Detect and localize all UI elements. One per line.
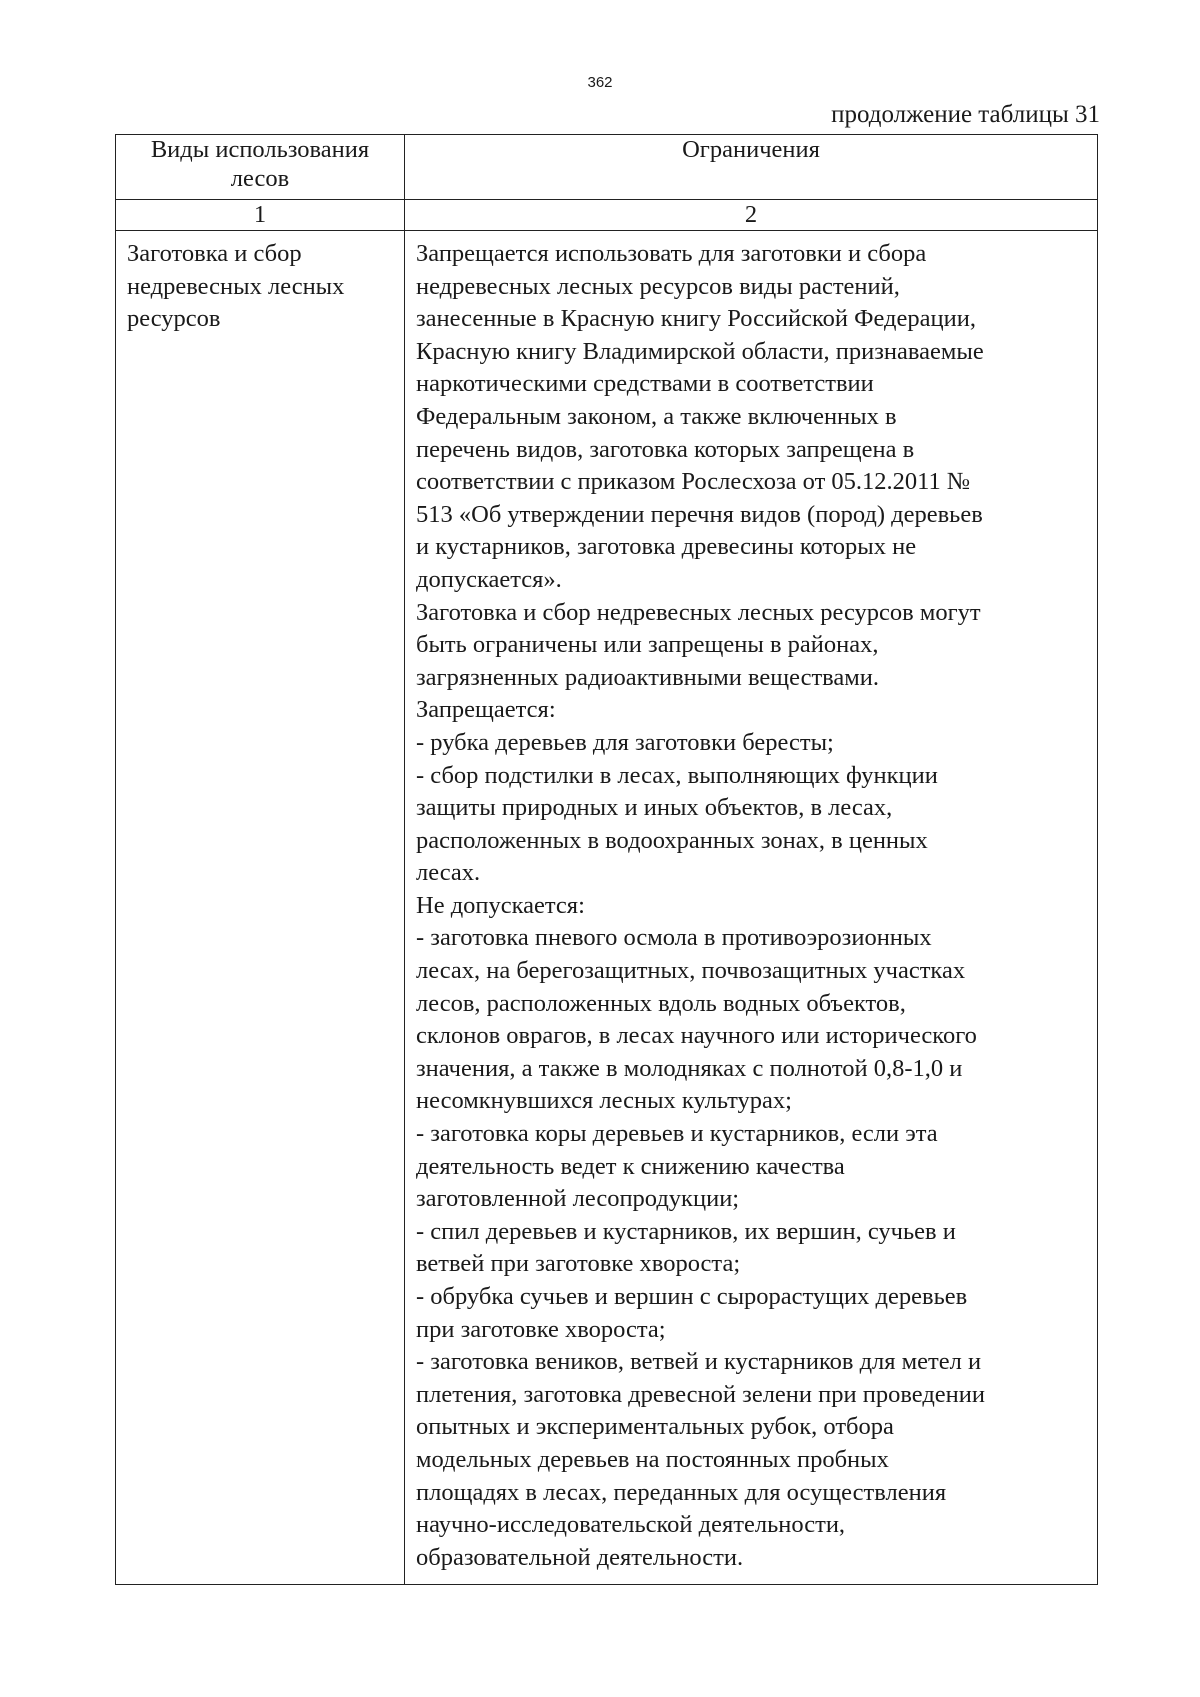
restriction-line: Запрещается: <box>416 696 556 724</box>
restriction-line: загрязненных радиоактивными веществами. <box>416 663 880 691</box>
restriction-line: склонов оврагов, в лесах научного или исторического <box>416 1022 977 1050</box>
column-number-1: 1 <box>116 200 405 231</box>
restriction-line: наркотическими средствами в соответствии <box>416 370 874 398</box>
restriction-line: ветвей при заготовке хвороста; <box>416 1250 741 1278</box>
restriction-line: Запрещается использовать для заготовки и сбора <box>416 240 927 267</box>
restriction-line: соответствии с приказом Рослесхоза от 05.12.2011 № <box>416 468 971 496</box>
restriction-line: Заготовка и сбор недревесных лесных ресурсов могут <box>416 598 981 626</box>
restriction-line: Не допускается: <box>416 891 585 919</box>
restriction-line: при заготовке хвороста; <box>416 1315 666 1343</box>
header-restrictions: Ограничения <box>405 135 1098 200</box>
restriction-line: 513 «Об утверждении перечня видов (пород) деревьев <box>416 500 983 528</box>
restriction-line: плетения, заготовка древесной зелени при проведении <box>416 1380 986 1408</box>
restriction-line: лесах. <box>416 859 481 887</box>
column-number-row <box>116 200 1098 231</box>
restriction-line: быть ограничены или запрещены в районах, <box>416 631 879 659</box>
restriction-line: допускается». <box>416 565 562 593</box>
forest-use-type-line: недревесных лесных <box>127 272 345 300</box>
restriction-line: лесах, на берегозащитных, почвозащитных участках <box>416 957 966 985</box>
restriction-line: - заготовка пневого осмола в противоэрозионных <box>416 924 932 952</box>
table-continuation-label: продолжение таблицы 31 <box>831 101 1100 128</box>
restrictions-table <box>115 134 1098 1585</box>
restriction-line: - заготовка веников, ветвей и кустарников для метел и <box>416 1348 982 1376</box>
table-header-row <box>116 135 1098 200</box>
restriction-line: Красную книгу Владимирской области, признаваемые <box>416 337 984 365</box>
restriction-line: лесов, расположенных вдоль водных объектов, <box>416 989 906 1017</box>
restriction-line: занесенные в Красную книгу Российской Федерации, <box>416 305 976 333</box>
restriction-line: и кустарников, заготовка древесины которых не <box>416 533 917 561</box>
restriction-line: - обрубка сучьев и вершин с сырорастущих деревьев <box>416 1283 968 1310</box>
forest-use-type-cell <box>116 231 405 1585</box>
restriction-line: Федеральным законом, а также включенных в <box>416 402 897 430</box>
table-row <box>116 231 1098 1585</box>
restriction-line: образовательной деятельности. <box>416 1543 744 1571</box>
restriction-line: значения, а также в молодняках с полнотой 0,8-1,0 и <box>416 1054 963 1082</box>
restriction-line: заготовленной лесопродукции; <box>416 1185 740 1213</box>
restriction-line: площадях в лесах, переданных для осуществления <box>416 1478 947 1506</box>
restriction-line: опытных и экспериментальных рубок, отбора <box>416 1413 894 1441</box>
restriction-line: - сбор подстилки в лесах, выполняющих функции <box>416 761 938 789</box>
restriction-line: расположенных в водоохранных зонах, в ценных <box>416 826 928 854</box>
restriction-line: - спил деревьев и кустарников, их вершин, сучьев и <box>416 1217 956 1245</box>
forest-use-type-line: ресурсов <box>127 305 221 333</box>
column-number-2: 2 <box>405 200 1098 231</box>
restriction-line: деятельность ведет к снижению качества <box>416 1152 845 1180</box>
restriction-line: защиты природных и иных объектов, в лесах, <box>416 794 893 822</box>
restriction-line: научно-исследовательской деятельности, <box>416 1511 846 1539</box>
restriction-line: - заготовка коры деревьев и кустарников, если эта <box>416 1120 938 1148</box>
header-forest-use-types: Виды использования лесов <box>116 135 405 200</box>
restriction-line: - рубка деревьев для заготовки бересты; <box>416 728 834 756</box>
restriction-line: недревесных лесных ресурсов виды растений, <box>416 272 900 300</box>
page-number: 362 <box>587 74 613 91</box>
restrictions-cell <box>405 231 1098 1585</box>
restriction-line: несомкнувшихся лесных культурах; <box>416 1087 792 1115</box>
forest-use-type-line: Заготовка и сбор <box>127 240 302 267</box>
restriction-line: перечень видов, заготовка которых запрещена в <box>416 435 915 463</box>
restriction-line: модельных деревьев на постоянных пробных <box>416 1445 889 1473</box>
